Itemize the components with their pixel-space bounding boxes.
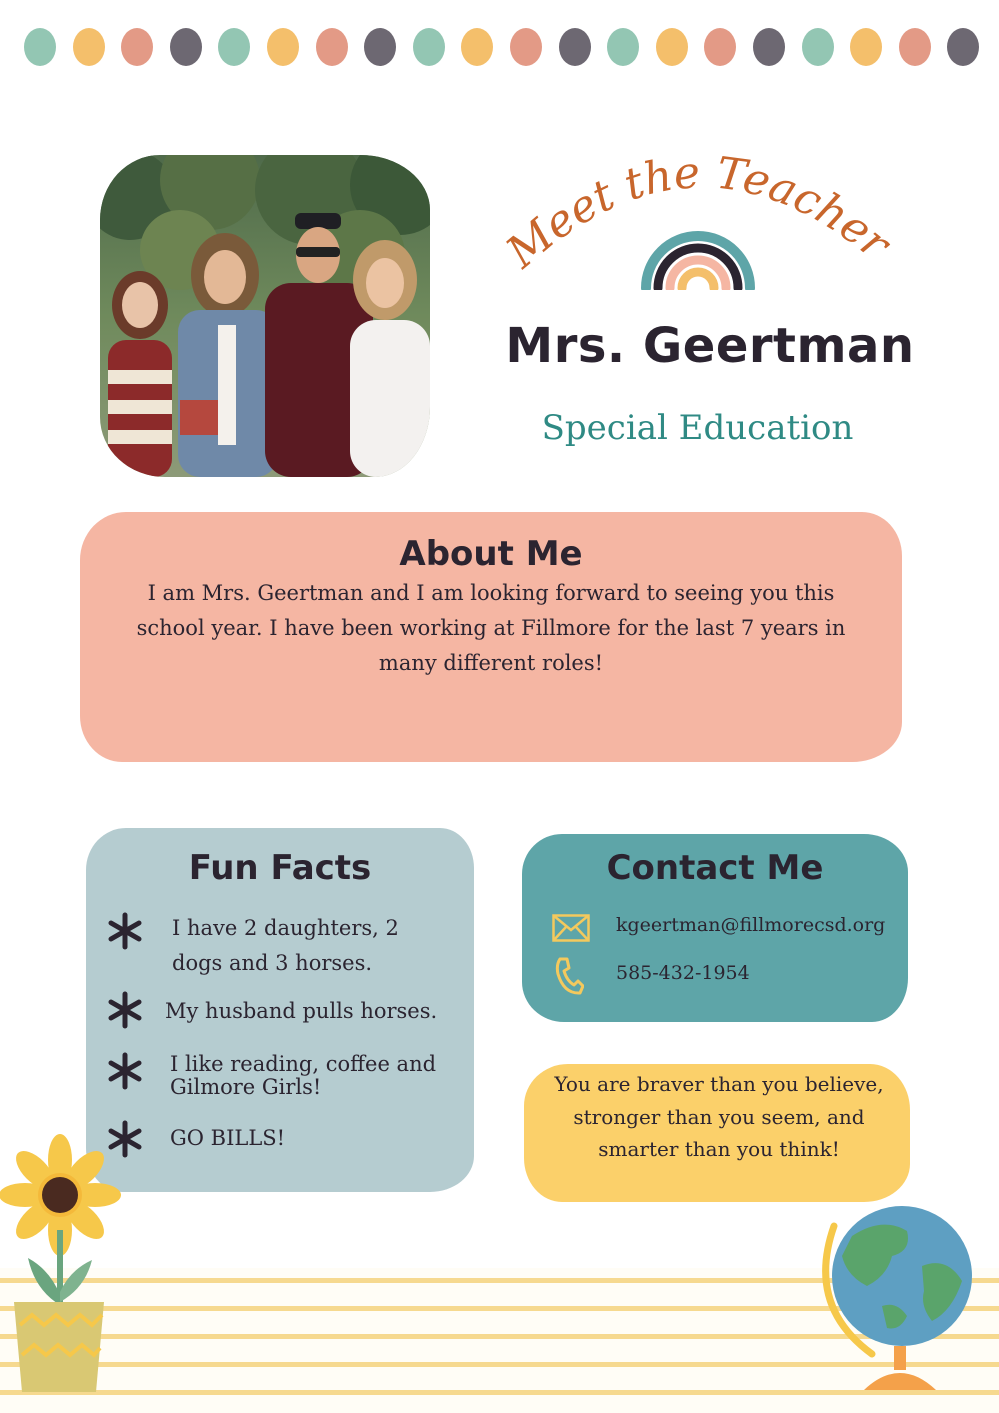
quote-card (524, 1064, 910, 1202)
decorative-dot (947, 28, 979, 66)
fun-fact-1 (172, 911, 399, 981)
contact-card (522, 834, 908, 1022)
rainbow-icon (640, 218, 756, 290)
asterisk-icon (106, 1052, 144, 1090)
fun-fact-2 (165, 994, 437, 1029)
decorative-dot-row (24, 28, 984, 68)
decorative-dot (607, 28, 639, 66)
decorative-dot (267, 28, 299, 66)
sunflower-icon (0, 1130, 125, 1400)
title-arc-text: Meet the Teacher (496, 147, 900, 279)
decorative-dot (73, 28, 105, 66)
phone-icon (554, 956, 584, 996)
contact-heading: Contact Me (606, 848, 824, 888)
decorative-dot (316, 28, 348, 66)
envelope-icon (552, 914, 590, 942)
decorative-dot (656, 28, 688, 66)
about-me-text: I am Mrs. Geertman and I am looking forward to seeing you this school year. I have been working at Fillmore for the last 7 years in many different roles! (136, 581, 846, 675)
decorative-dot (24, 28, 56, 66)
fun-fact-3 (170, 1053, 436, 1099)
decorative-dot (364, 28, 396, 66)
decorative-dot (559, 28, 591, 66)
asterisk-icon (106, 912, 144, 950)
fun-fact-1-line1: I have 2 daughters, 2 (172, 916, 399, 940)
about-me-card (80, 512, 902, 762)
decorative-dot (802, 28, 834, 66)
asterisk-icon (106, 991, 144, 1029)
decorative-dot (413, 28, 445, 66)
decorative-dot (461, 28, 493, 66)
decorative-dot (753, 28, 785, 66)
decorative-dot (510, 28, 542, 66)
decorative-dot (170, 28, 202, 66)
fun-fact-1-line2: dogs and 3 horses. (172, 951, 373, 975)
phone-number: 585-432-1954 (616, 962, 750, 984)
teacher-name: Mrs. Geertman (505, 318, 915, 374)
quote-text: You are braver than you believe, stronger than you seem, and smarter than you think! (554, 1072, 884, 1161)
fun-fact-4 (170, 1121, 285, 1156)
fun-facts-card (86, 828, 474, 1192)
fun-fact-2-line1: My husband pulls horses. (165, 999, 438, 1023)
fun-facts-heading: Fun Facts (188, 848, 372, 888)
decorative-dot (218, 28, 250, 66)
fun-fact-3-line2: Gilmore Girls! (170, 1075, 322, 1099)
teacher-role: Special Education (541, 408, 854, 448)
decorative-dot (704, 28, 736, 66)
fun-fact-3-line1: I like reading, coffee and (170, 1052, 437, 1076)
family-photo (100, 155, 430, 477)
about-me-heading: About Me (399, 534, 583, 574)
decorative-dot (899, 28, 931, 66)
email-link[interactable]: kgeertman@fillmorecsd.org (616, 914, 886, 936)
fun-fact-4-line1: GO BILLS! (170, 1126, 286, 1150)
decorative-dot (850, 28, 882, 66)
globe-icon (812, 1196, 982, 1398)
decorative-dot (121, 28, 153, 66)
